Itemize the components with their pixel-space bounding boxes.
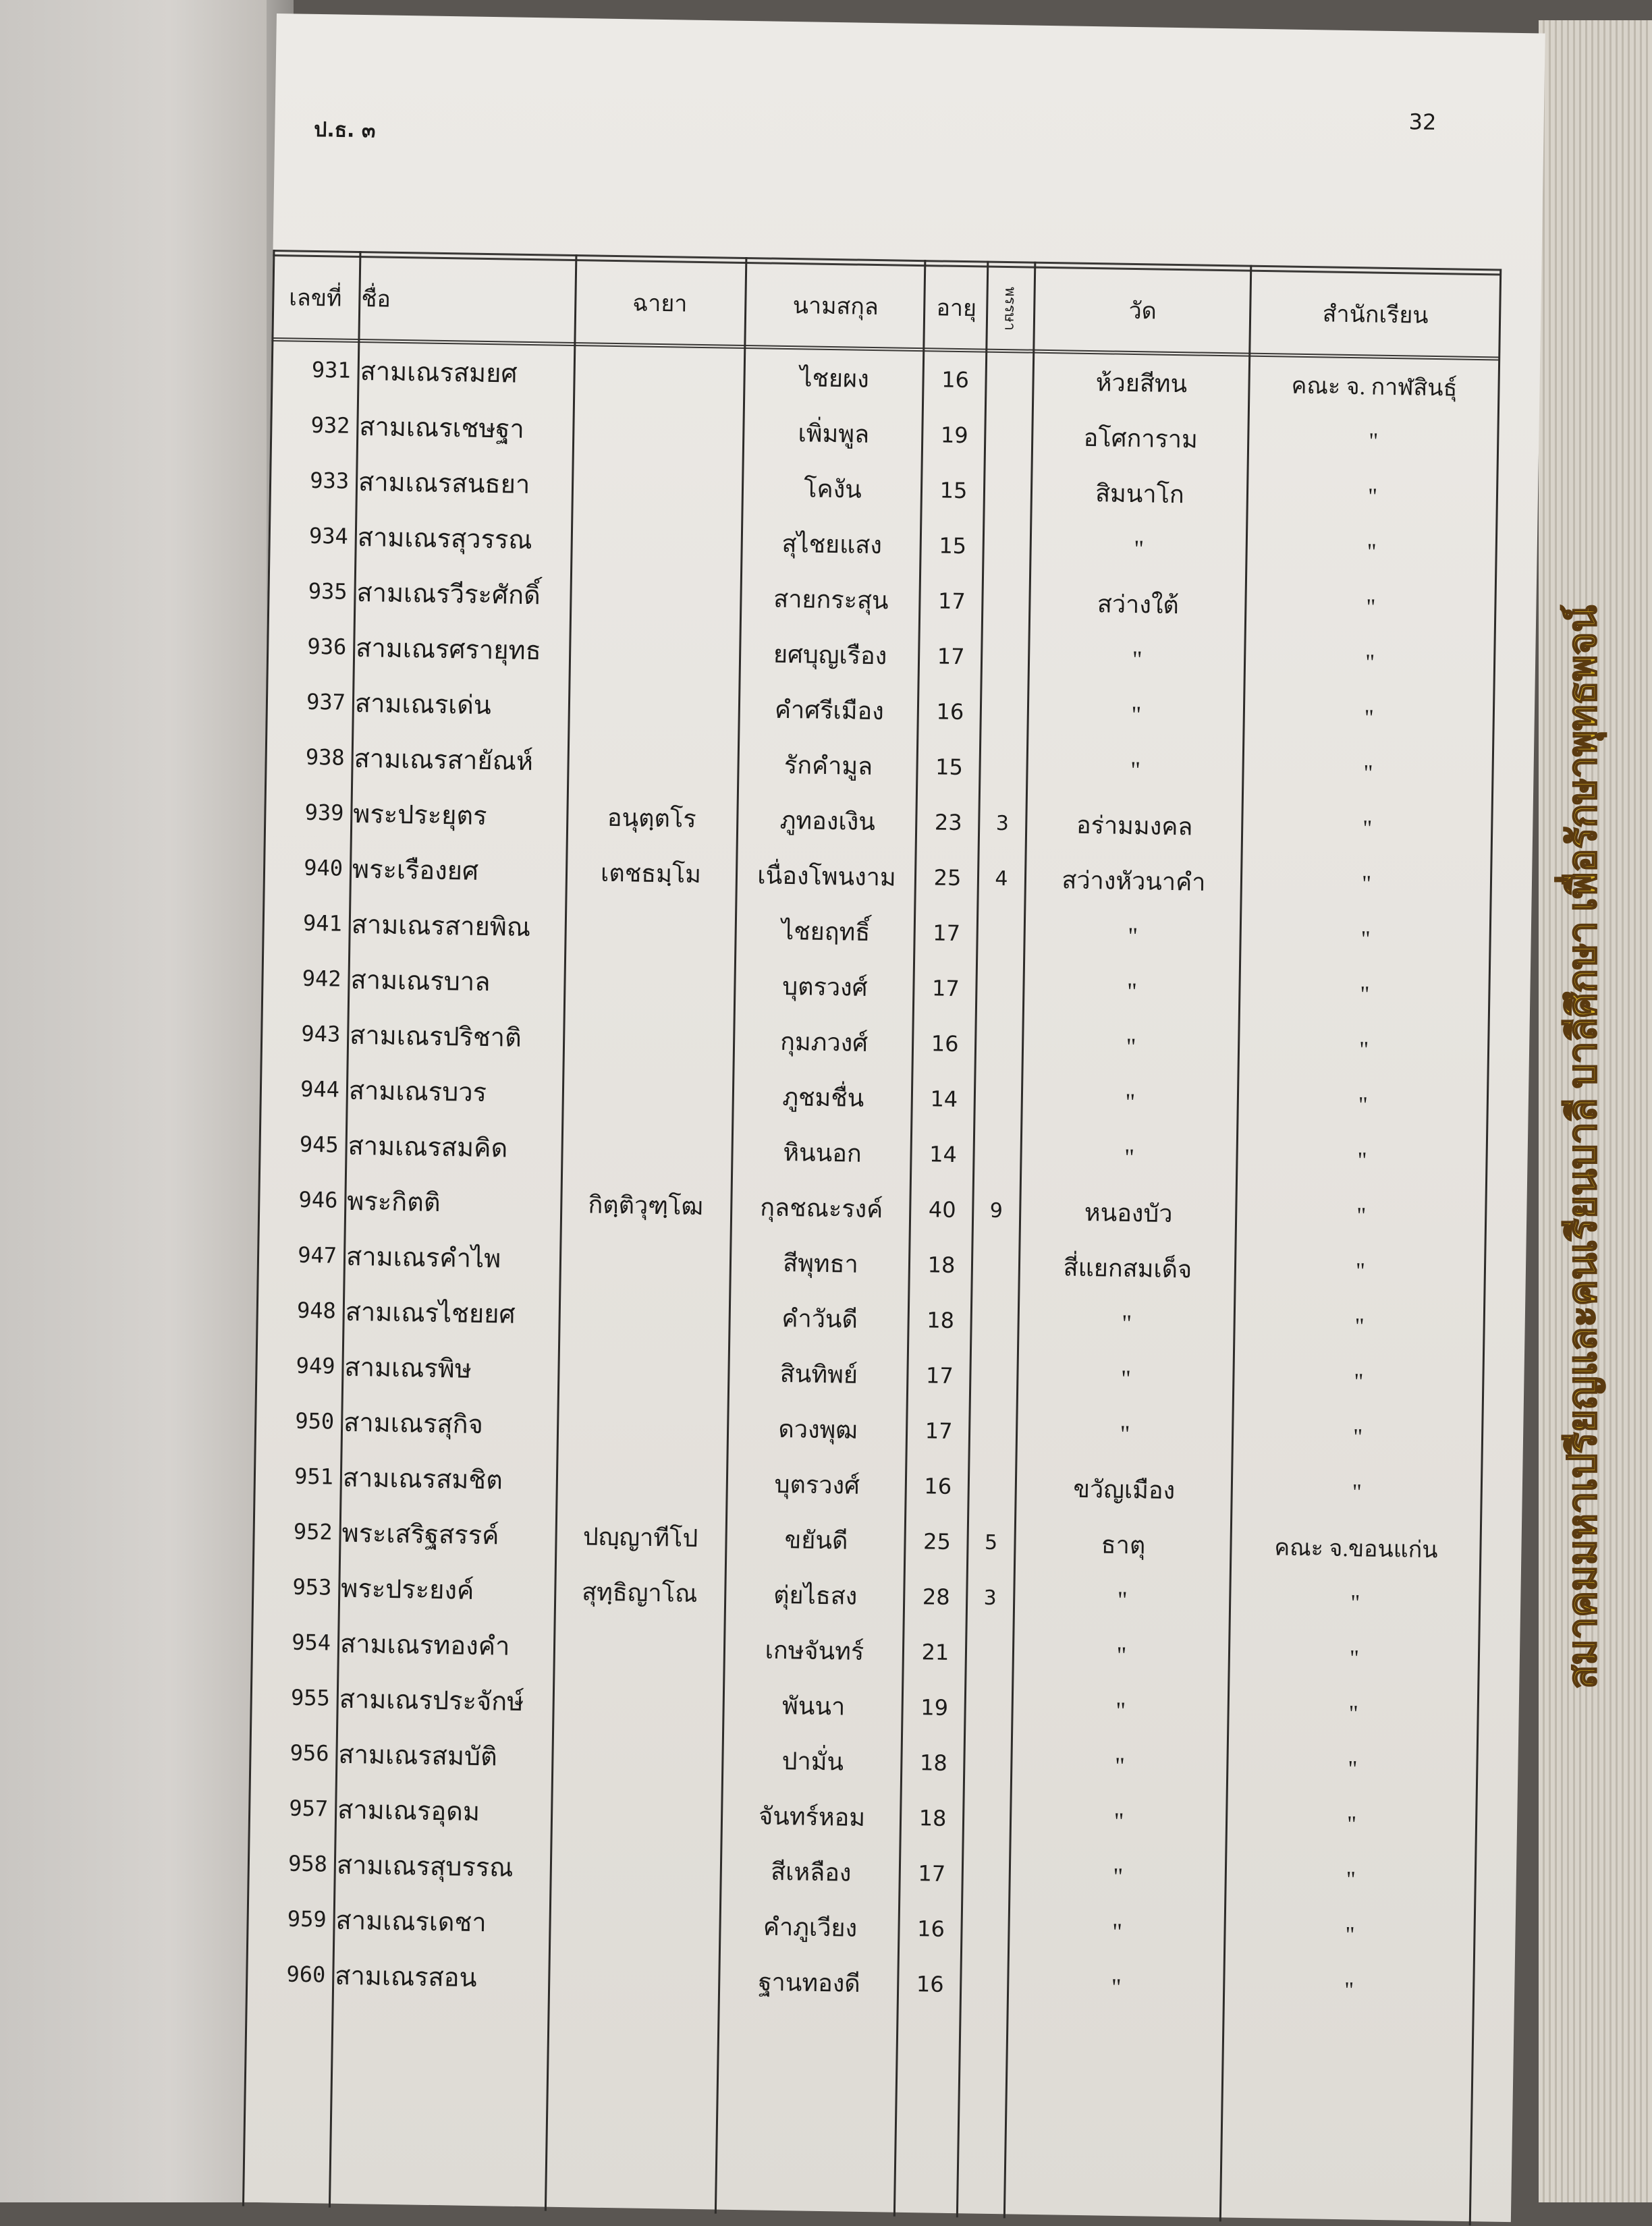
cell-school: ": [1358, 1037, 1369, 1063]
cell-alias: [560, 1342, 726, 1400]
page-number: 32: [1408, 109, 1437, 136]
cell-surname: บุตรวงศ์: [782, 972, 868, 1001]
cell-wat: ": [1120, 1364, 1132, 1393]
cell-pansa: [968, 1459, 1015, 1515]
cell-name: สามเณรปริชาติ: [349, 1021, 522, 1053]
cell-school: ": [1365, 650, 1375, 675]
cell-no: 952: [293, 1518, 333, 1545]
cell-name: สามเณรศรายุทธ: [355, 634, 542, 665]
cell-school: ": [1352, 1424, 1363, 1450]
cell-name: สามเณรอุดม: [337, 1796, 480, 1827]
cell-surname: เนื่องโพนงาม: [757, 861, 896, 891]
cell-no: 958: [287, 1850, 328, 1877]
cell-age: 18: [919, 1750, 948, 1776]
cell-alias: เตชธมฺโม: [600, 859, 702, 888]
cell-school: ": [1344, 1978, 1354, 2003]
cell-wat: อโศการาม: [1083, 424, 1199, 453]
cell-alias: [551, 1895, 717, 1953]
cell-pansa: [974, 1072, 1021, 1128]
cell-name: พระประยุตร: [353, 800, 487, 831]
cell-age: 14: [930, 1086, 958, 1113]
cell-pansa: [970, 1348, 1017, 1404]
cell-alias: [552, 1840, 718, 1898]
cell-school: ": [1360, 982, 1370, 1007]
cell-name: สามเณรสายพิณ: [351, 910, 531, 942]
cell-school: ": [1356, 1203, 1367, 1229]
cell-pansa: [964, 1735, 1011, 1791]
cell-name: สามเณรพิษ: [344, 1353, 472, 1384]
cell-surname: สีพุทธา: [782, 1249, 859, 1278]
cell-age: 16: [924, 1473, 952, 1499]
cell-surname: สายกระสุน: [773, 585, 889, 614]
cell-no: 935: [308, 578, 348, 605]
cell-surname: ฐานทองดี: [758, 1968, 861, 1997]
cell-pansa: 3: [983, 1586, 997, 1610]
cell-age: 23: [934, 809, 962, 836]
cell-wat: ": [1128, 922, 1138, 950]
cell-school: ": [1354, 1369, 1364, 1395]
cell-school: ": [1358, 1092, 1369, 1118]
watermark-stamp: สมาคมมหาเปรียญและคนเรียนบาลี บาลีศึกษา เพื่อรักษาพุทธพจน์: [1560, 605, 1605, 1689]
cell-pansa: [977, 906, 1024, 962]
cell-surname: หินนอก: [783, 1138, 862, 1167]
cell-wat: ": [1124, 1143, 1135, 1171]
cell-age: 18: [918, 1805, 947, 1831]
cell-school: ": [1345, 1922, 1355, 1948]
cell-wat: สว่างหัวนาคำ: [1062, 866, 1206, 896]
cell-alias: [561, 1231, 727, 1289]
cell-alias: [563, 1121, 729, 1179]
cell-school: ": [1363, 760, 1373, 786]
cell-school: คณะ จ.ขอนแก่น: [1274, 1535, 1438, 1563]
cell-name: สามเณรคำไพ: [346, 1242, 501, 1273]
cell-name: สามเณรสมยศ: [360, 357, 518, 389]
left-page: [0, 0, 283, 2202]
cell-name: สามเณรประจักษ์: [339, 1685, 524, 1717]
cell-wat: ": [1117, 1586, 1128, 1614]
cell-wat: สว่างใต้: [1097, 590, 1180, 619]
cell-alias: [564, 1065, 730, 1123]
cell-name: สามเณรสุบรรณ: [336, 1851, 514, 1883]
cell-school: ": [1348, 1701, 1358, 1727]
cell-pansa: [962, 1846, 1009, 1902]
cell-no: 940: [304, 854, 343, 881]
cell-pansa: [966, 1625, 1012, 1681]
cell-age: 16: [941, 366, 970, 393]
cell-pansa: [962, 1901, 1008, 1957]
cell-alias: [559, 1397, 725, 1455]
cell-alias: กิตฺติวุฑฺโฒ: [588, 1190, 704, 1220]
cell-no: 939: [304, 799, 344, 826]
cell-name: พระเรืองยศ: [352, 855, 479, 886]
cell-age: 16: [936, 698, 964, 725]
cell-surname: คำวันดี: [781, 1304, 858, 1333]
cell-school: ": [1357, 1148, 1367, 1173]
cell-age: 17: [925, 1418, 953, 1444]
cell-no: 955: [290, 1684, 331, 1711]
cell-age: 17: [918, 1860, 946, 1887]
cell-name: สามเณรสมบัติ: [338, 1740, 498, 1771]
cell-age: 25: [923, 1528, 952, 1555]
cell-surname: ไชยผง: [800, 364, 870, 393]
cell-age: 19: [920, 1694, 949, 1721]
cell-pansa: [982, 630, 1028, 686]
cell-alias: [553, 1785, 719, 1843]
cell-wat: ": [1130, 756, 1141, 784]
cell-age: 19: [940, 422, 968, 449]
cell-school: ": [1366, 594, 1376, 620]
cell-surname: ปามั่น: [781, 1747, 844, 1776]
cell-school: ": [1346, 1867, 1356, 1893]
cell-age: 40: [928, 1196, 956, 1223]
cell-age: 17: [937, 588, 966, 615]
cell-wat: ": [1131, 701, 1142, 729]
cell-surname: สินทิพย์: [779, 1360, 858, 1389]
header-surname: นามสกุล: [792, 294, 879, 321]
cell-pansa: 4: [995, 866, 1008, 891]
cell-surname: ภูชมชื่น: [782, 1083, 864, 1112]
cell-pansa: [983, 574, 1029, 630]
cell-school: ": [1348, 1756, 1358, 1782]
cell-pansa: [969, 1403, 1016, 1459]
cell-name: สามเณรวีระศักดิ์: [356, 578, 541, 610]
cell-no: 950: [295, 1408, 335, 1435]
cell-alias: [572, 623, 738, 681]
cell-age: 18: [927, 1252, 956, 1279]
cell-alias: [554, 1729, 720, 1787]
cell-no: 954: [291, 1629, 331, 1656]
cell-no: 946: [298, 1186, 338, 1213]
cell-age: 17: [931, 975, 960, 1002]
cell-age: 16: [916, 1916, 945, 1942]
cell-name: สามเณรสนธยา: [358, 468, 530, 499]
cell-name: สามเณรไชยยศ: [345, 1298, 516, 1329]
cell-age: 17: [925, 1362, 954, 1389]
cell-name: สามเณรบวร: [348, 1076, 487, 1107]
cell-wat: ": [1111, 1918, 1123, 1946]
cell-age: 15: [935, 754, 964, 781]
cell-no: 960: [286, 1961, 326, 1988]
cell-name: สามเณรสุกิจ: [343, 1408, 484, 1439]
cell-no: 956: [290, 1740, 329, 1766]
cell-school: ": [1360, 926, 1371, 952]
cell-surname: ดวงพุฒ: [778, 1415, 858, 1444]
cell-pansa: 3: [995, 811, 1010, 835]
cell-school: ": [1355, 1258, 1366, 1284]
cell-alias: [561, 1287, 727, 1345]
cell-pansa: [984, 464, 1030, 520]
header-pansa: พรรษา: [1001, 286, 1020, 331]
cell-wat: ธาตุ: [1101, 1530, 1146, 1559]
cell-surname: ยศบุญเรือง: [773, 640, 887, 669]
cell-wat: สิมนาโก: [1095, 479, 1185, 508]
cell-surname: เกษจันทร์: [765, 1636, 864, 1665]
cell-pansa: [971, 1293, 1018, 1349]
cell-wat: ": [1113, 1807, 1124, 1835]
cell-no: 941: [302, 910, 343, 937]
cell-alias: [551, 1951, 717, 2009]
cell-age: 15: [939, 532, 967, 559]
cell-no: 947: [298, 1242, 337, 1269]
cell-alias: [570, 733, 736, 791]
cell-age: 18: [927, 1307, 955, 1334]
cell-age: 15: [939, 477, 968, 504]
cell-no: 934: [308, 522, 349, 549]
cell-wat: สี่แยกสมเด็จ: [1063, 1254, 1192, 1283]
cell-wat: ": [1120, 1420, 1130, 1448]
cell-surname: เพิ่มพูล: [798, 419, 870, 448]
header-age: อายุ: [936, 296, 977, 322]
cell-surname: โคงัน: [803, 474, 862, 503]
cell-pansa: [974, 1127, 1020, 1183]
cell-name: สามเณรสมชิต: [342, 1464, 503, 1495]
header-alias: ฉายา: [632, 291, 688, 317]
cell-school: ": [1362, 816, 1373, 841]
cell-school: ": [1367, 484, 1378, 509]
cell-name: พระเสริฐสรรค์: [341, 1519, 499, 1550]
cell-school: ": [1352, 1480, 1362, 1505]
cell-name: สามเณรเดชา: [335, 1906, 487, 1937]
cell-no: 931: [311, 356, 352, 383]
header-school: สำนักเรียน: [1322, 302, 1429, 329]
cell-age: 21: [921, 1639, 949, 1665]
cell-pansa: [983, 519, 1030, 575]
cell-name: สามเณรสอน: [335, 1961, 477, 1993]
cell-alias: [576, 346, 742, 404]
cell-school: ": [1361, 871, 1372, 897]
cell-surname: กุลชณะรงค์: [759, 1193, 883, 1223]
cell-no: 937: [306, 688, 346, 715]
page-code: ป.ธ. ๓: [314, 117, 376, 143]
cell-age: 25: [933, 864, 962, 891]
cell-pansa: [980, 740, 1026, 796]
cell-pansa: [963, 1791, 1010, 1847]
cell-wat: หนองบัว: [1084, 1198, 1173, 1227]
cell-no: 948: [296, 1297, 337, 1324]
cell-name: สามเณรสายัณห์: [354, 744, 534, 776]
cell-alias: [555, 1619, 721, 1677]
cell-surname: บุตรวงศ์: [774, 1470, 860, 1499]
cell-alias: [574, 457, 740, 515]
cell-age: 16: [931, 1030, 959, 1057]
cell-alias: [555, 1674, 721, 1732]
cell-surname: ไชยฤทธิ์: [781, 917, 871, 946]
cell-no: 938: [305, 744, 345, 771]
cell-school: ": [1349, 1646, 1360, 1671]
cell-wat: ": [1125, 1088, 1136, 1116]
cell-alias: [567, 899, 733, 957]
cell-wat: ห้วยสีทน: [1095, 368, 1188, 397]
cell-alias: [566, 1010, 732, 1068]
cell-wat: ": [1126, 977, 1138, 1005]
cell-alias: [573, 512, 739, 570]
cell-name: พระประยงค์: [341, 1574, 474, 1605]
cell-pansa: 9: [989, 1198, 1003, 1223]
cell-age: 17: [933, 920, 961, 947]
cell-no: 959: [287, 1905, 327, 1932]
cell-name: สามเณรเด่น: [354, 689, 492, 720]
cell-no: 932: [310, 412, 350, 439]
cell-alias: ปญฺญาทีโป: [582, 1522, 698, 1552]
cell-wat: ": [1121, 1309, 1132, 1337]
cell-pansa: [986, 353, 1032, 409]
cell-alias: อนุตฺตโร: [607, 804, 696, 833]
cell-pansa: [972, 1237, 1018, 1293]
cell-pansa: [981, 685, 1027, 741]
cell-surname: ภูทองเงิน: [779, 806, 876, 835]
cell-alias: [570, 678, 736, 736]
cell-surname: จันทร์หอม: [758, 1802, 866, 1831]
cell-age: 14: [929, 1141, 958, 1168]
cell-no: 933: [310, 467, 350, 494]
cell-surname: คำภูเวียง: [763, 1913, 858, 1942]
table-body: [246, 341, 1499, 2020]
cell-wat: ": [1134, 535, 1145, 563]
cell-no: 957: [289, 1795, 329, 1822]
cell-wat: ": [1126, 1032, 1136, 1061]
cell-name: สามเณรสุวรรณ: [357, 523, 532, 555]
cell-surname: สุไชยแสง: [781, 530, 883, 559]
cell-surname: คำศรีเมือง: [774, 696, 885, 725]
document-page: [242, 13, 1545, 2222]
header-wat: วัด: [1128, 298, 1157, 325]
cell-pansa: [985, 408, 1032, 464]
cell-name: สามเณรสมคิด: [348, 1132, 508, 1163]
cell-name: พระกิตติ: [347, 1187, 441, 1217]
cell-wat: ": [1111, 1973, 1122, 2001]
cell-school: ": [1367, 539, 1377, 565]
cell-wat: ": [1113, 1862, 1124, 1891]
cell-alias: [558, 1453, 724, 1511]
cell-alias: [575, 401, 741, 460]
cell-alias: สุทฺธิญาโณ: [581, 1578, 698, 1607]
cell-school: ": [1354, 1314, 1365, 1339]
cell-no: 944: [300, 1076, 340, 1103]
cell-pansa: [975, 1016, 1022, 1072]
cell-name: สามเณรทองคำ: [339, 1630, 510, 1661]
header-name: ชื่อ: [361, 287, 391, 312]
roster-table: [246, 250, 1502, 2020]
cell-alias: [566, 955, 732, 1013]
cell-school: ": [1368, 428, 1379, 454]
cell-pansa: [976, 961, 1023, 1017]
cell-no: 936: [307, 633, 347, 660]
cell-wat: ": [1115, 1696, 1126, 1725]
cell-wat: ": [1114, 1752, 1126, 1780]
cell-surname: กุมภวงศ์: [779, 1028, 869, 1057]
cell-school: ": [1364, 705, 1375, 731]
cell-pansa: 5: [984, 1530, 998, 1555]
cell-wat: ขวัญเมือง: [1073, 1475, 1176, 1504]
cell-surname: ตุ่ยไธสง: [773, 1581, 858, 1610]
cell-pansa: [961, 1957, 1008, 2013]
cell-age: 28: [922, 1584, 950, 1610]
cell-pansa: [965, 1680, 1012, 1736]
header-no: เลขที่: [289, 285, 342, 312]
cell-school: ": [1346, 1812, 1357, 1837]
cell-surname: ขยันดี: [784, 1526, 848, 1555]
cell-surname: สีเหลือง: [770, 1858, 852, 1887]
cell-surname: รักคำมูล: [783, 751, 873, 780]
cell-no: 943: [301, 1020, 341, 1047]
cell-no: 951: [294, 1463, 334, 1490]
cell-wat: อร่ามมงคล: [1076, 811, 1193, 840]
cell-alias: [572, 567, 738, 625]
cell-no: 942: [302, 965, 341, 992]
cell-age: 17: [937, 643, 965, 670]
cell-no: 945: [299, 1131, 339, 1158]
cell-school: ": [1350, 1590, 1360, 1616]
cell-age: 16: [916, 1971, 944, 1997]
cell-no: 953: [292, 1574, 332, 1601]
cell-name: สามเณรเชษฐา: [359, 412, 525, 444]
cell-wat: ": [1132, 646, 1142, 673]
cell-wat: ": [1116, 1641, 1127, 1669]
cell-school: คณะ จ. กาฬสินธุ์: [1291, 373, 1458, 401]
cell-name: สามเณรบาล: [350, 966, 491, 997]
cell-surname: พันนา: [781, 1692, 846, 1721]
cell-no: 949: [296, 1352, 335, 1379]
